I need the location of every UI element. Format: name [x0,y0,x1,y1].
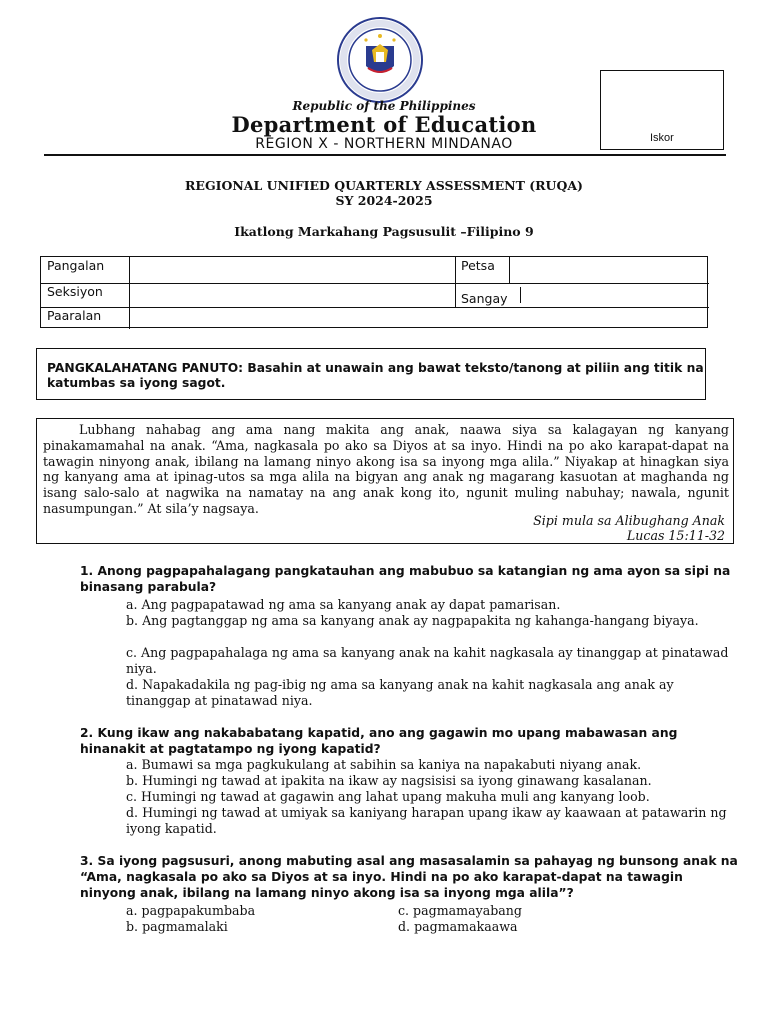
date-label: Petsa [461,258,495,273]
passage-text: Lubhang nahabag ang ama nang makita ang anak, naawa siya sa kalagayan ng kanyang pinakamamahal na anak. “Ama, nagkasala po ako sa Diyos at sa inyo. Hindi na po ako karapat-dapat na tawagin ninyong anak, ibilang na lamang ninyo akong isa sa inyong mga alila.” Niyakap at hinagkan siya ng kanyang ama at ipinag-utos sa mga alila na bigyan ang anak ng magarang kasuotan at maghanda ng isang salo-salo at nagwika na namatay na ang anak kong ito, ngunit muling nabuhay; nawala, ngunit nasumpungan.” At sila’y nagsaya. [43,422,729,516]
school-label: Paaralan [47,308,102,323]
q1-option-a[interactable]: a. Ang pagpapatawad ng ama sa kanyang anak ay dapat pamarisan. [126,597,561,612]
deped-seal-logo [336,16,424,104]
region-label: REGION X - NORTHERN MINDANAO [255,136,513,152]
name-label: Pangalan [47,258,105,273]
score-label: Iskor [650,132,674,144]
passage-box [36,418,734,544]
q1-option-b[interactable]: b. Ang pagtanggap ng ama sa kanyang anak ay nagpapakita ng kahanga-hangang biyaya. [126,613,699,628]
department-title: Department of Education [231,112,537,137]
table-col-divider [129,257,130,329]
q2-option-b[interactable]: b. Humingi ng tawad at ipakita na ikaw ay nagsisisi sa iyong ginawang kasalanan. [126,773,652,788]
q2-option-a[interactable]: a. Bumawi sa mga pagkukulang at sabihin sa kaniya na napakabuti niyang anak. [126,757,642,772]
question-3: 3. Sa iyong pagsusuri, anong mabuting asal ang masasalamin sa pahayag ng bunsong anak na “Ama, nagkasala po ako sa Diyos at sa inyo. Hindi na po ako karapat-dapat na tawagin ninyong anak, ibilang na lamang ninyo akong isa sa inyong mga alila”? [80,854,738,900]
q2-option-c[interactable]: c. Humingi ng tawad at gagawin ang lahat upang makuha muli ang kanyang loob. [126,789,650,804]
name-field[interactable] [131,258,453,282]
instructions-box [36,348,706,400]
student-info-table [40,256,708,328]
q3-option-d[interactable]: d. pagmamakaawa [398,919,518,934]
school-year: SY 2024-2025 [335,193,433,208]
date-field[interactable] [511,258,707,282]
school-field[interactable] [131,308,707,328]
instructions-text: PANGKALAHATANG PANUTO: Basahin at unawain ang bawat teksto/tanong at piliin ang titik na katumbas sa iyong sagot. [47,361,704,390]
header-divider [44,154,726,156]
table-col-divider [520,287,521,303]
exam-subtitle: Ikatlong Markahang Pagsusulit –Filipino 9 [234,224,534,239]
table-col-divider [455,257,456,307]
q1-option-d[interactable]: d. Napakadakila ng pag-ibig ng ama sa kanyang anak na kahit nagkasala ang anak ay tinanggap at pinatawad niya. [126,677,674,708]
passage-source: Sipi mula sa Alibughang Anak [533,513,725,528]
passage-reference: Lucas 15:11-32 [626,528,725,543]
assessment-title: REGIONAL UNIFIED QUARTERLY ASSESSMENT (RUQA) [185,178,583,193]
branch-label: Sangay [461,291,508,306]
section-field[interactable] [131,284,453,306]
score-box[interactable] [600,70,724,150]
q1-option-c[interactable]: c. Ang pagpapahalaga ng ama sa kanyang anak na kahit nagkasala ay tinanggap at pinatawad niya. [126,645,729,676]
branch-field[interactable] [522,284,707,306]
republic-label: Republic of the Philippines [292,99,476,113]
q3-option-c[interactable]: c. pagmamayabang [398,903,522,918]
q2-option-d[interactable]: d. Humingi ng tawad at umiyak sa kaniyang harapan upang ikaw ay kaawaan at patawarin ng iyong kapatid. [126,805,727,836]
question-1: 1. Anong pagpapahalagang pangkatauhan ang mabubuo sa katangian ng ama ayon sa sipi na binasang parabula? [80,564,731,594]
section-label: Seksiyon [47,284,103,299]
q3-option-b[interactable]: b. pagmamalaki [126,919,228,934]
q3-option-a[interactable]: a. pagpapakumbaba [126,903,256,918]
question-2: 2. Kung ikaw ang nakababatang kapatid, ano ang gagawin mo upang mabawasan ang hinanakit at pagtatampo ng iyong kapatid? [80,726,678,756]
table-col-divider [509,257,510,283]
